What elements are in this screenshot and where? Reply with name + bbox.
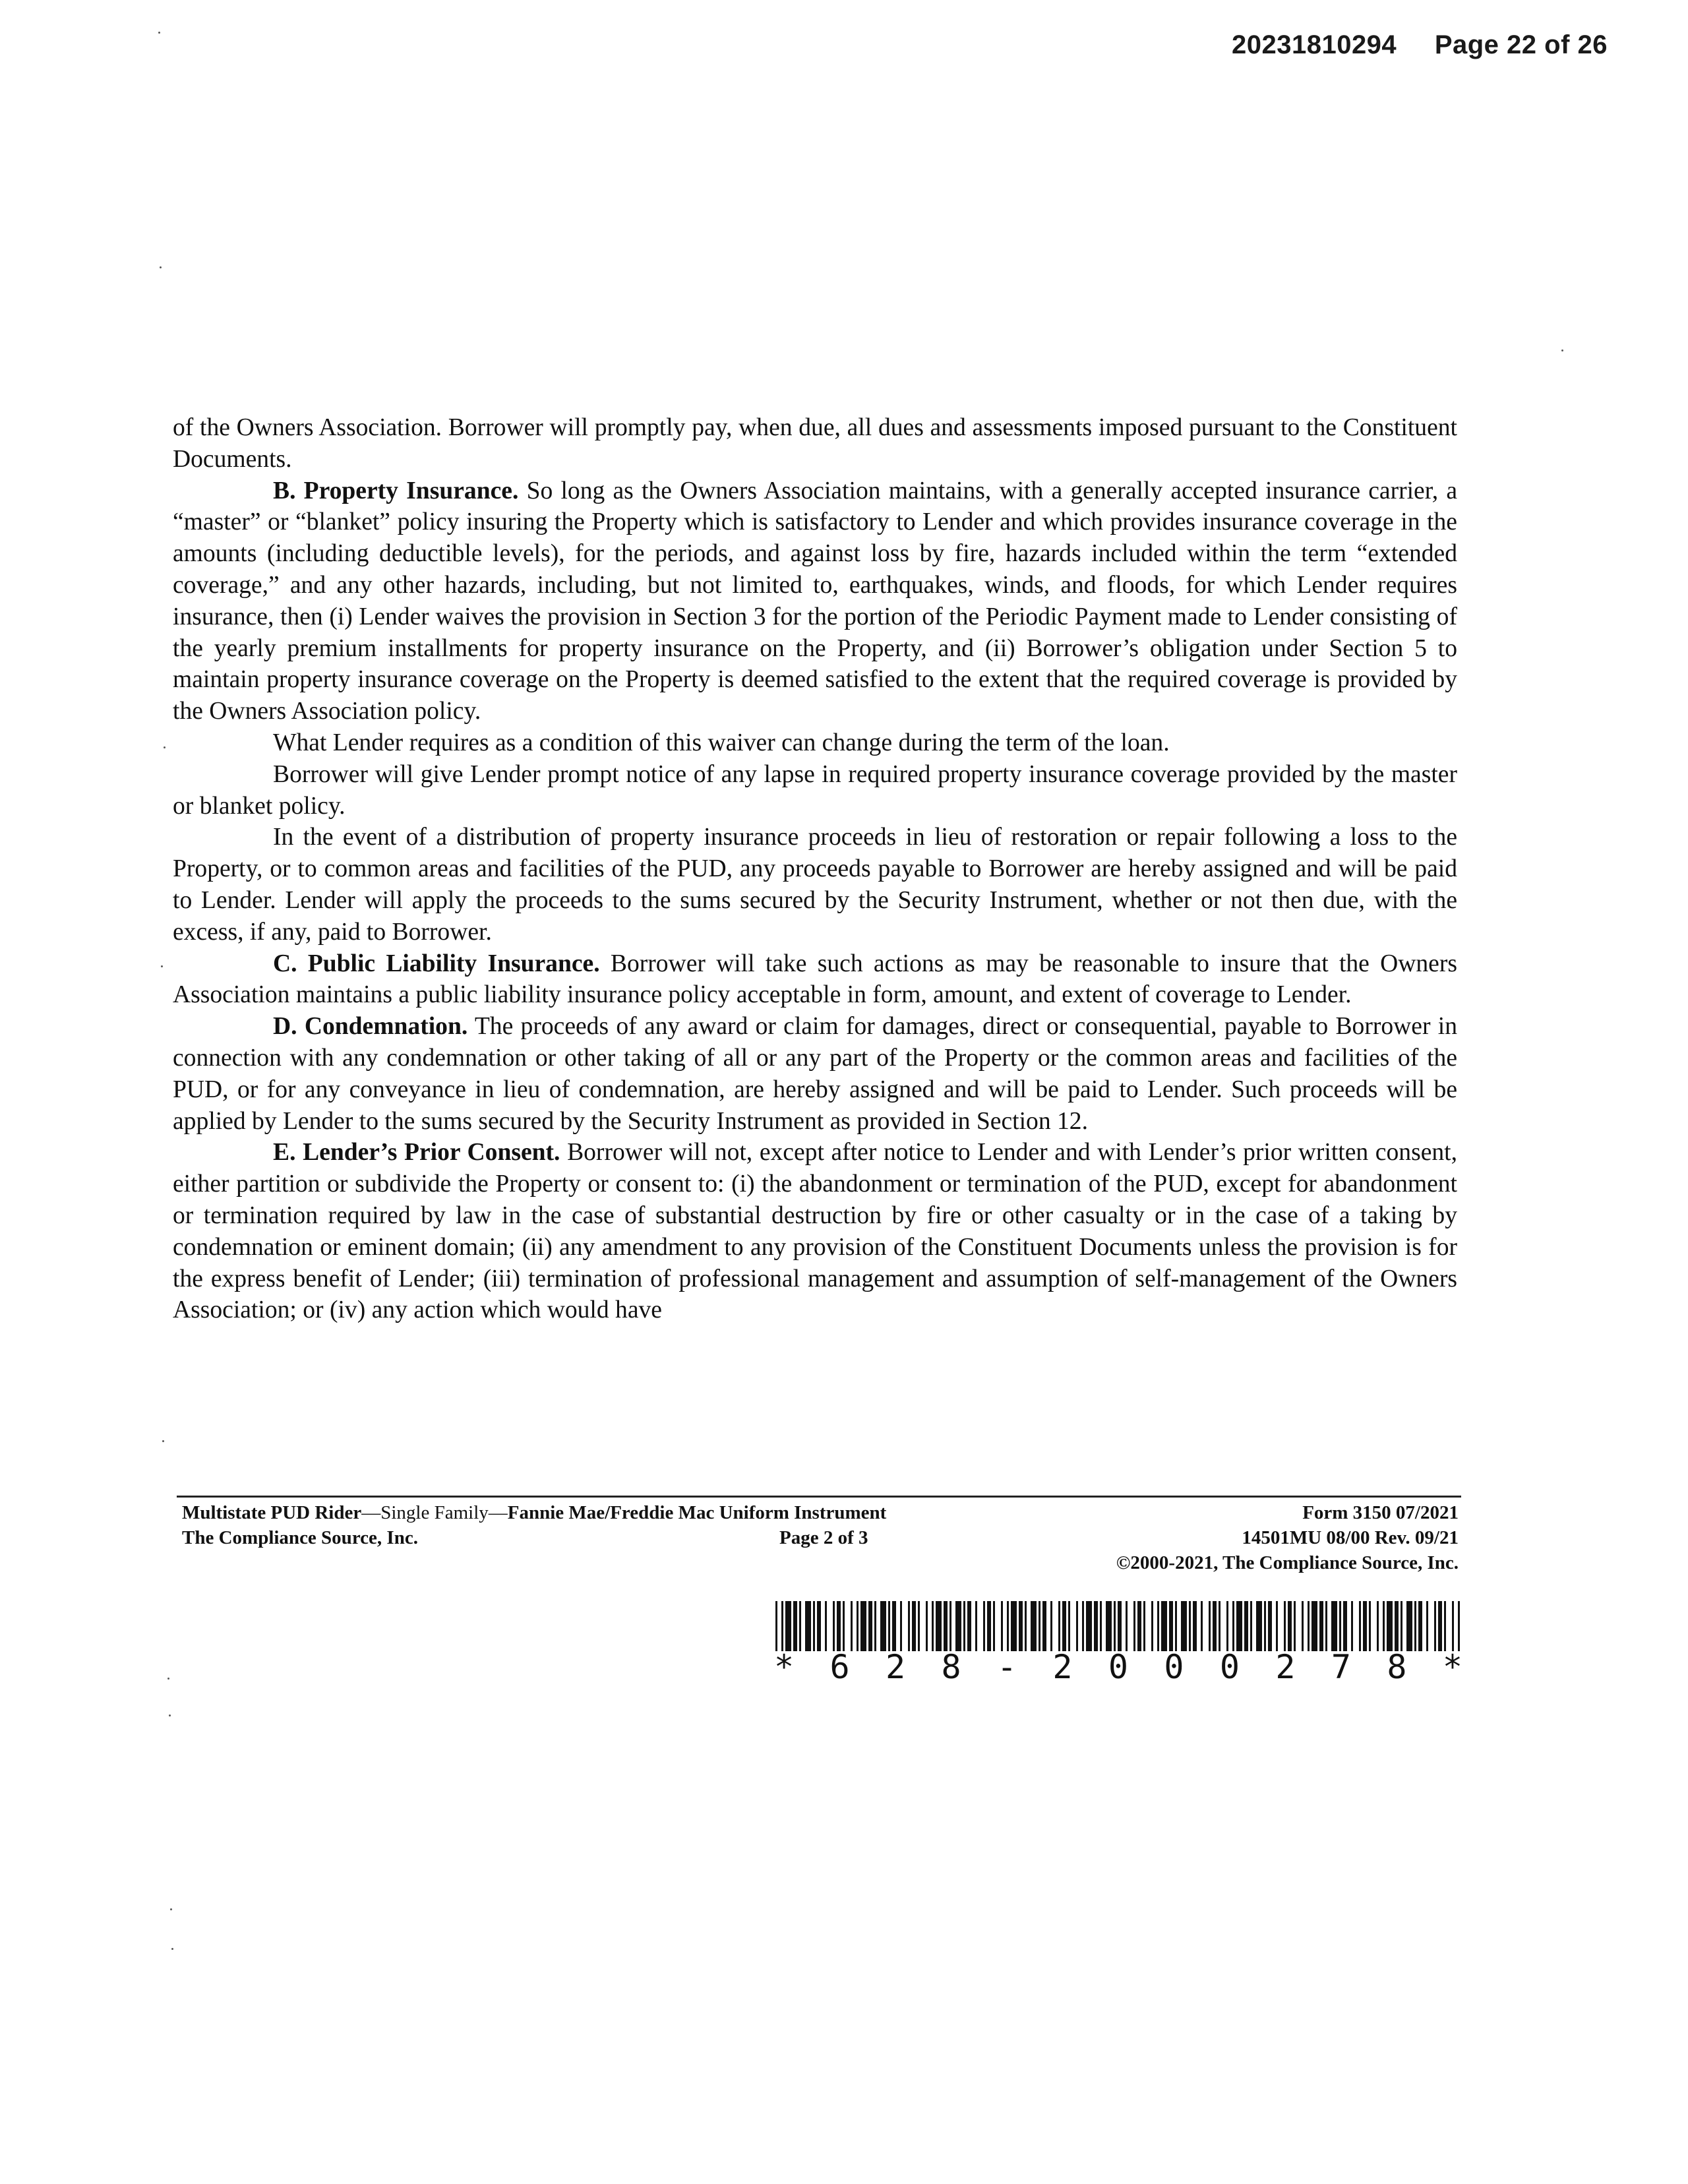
barcode-bar [1175, 1601, 1177, 1651]
barcode-character: * [774, 1648, 795, 1686]
barcode-bar [967, 1601, 971, 1651]
barcode-bar [918, 1601, 920, 1651]
barcode-bar [1076, 1601, 1078, 1651]
recording-number: 20231810294 [1231, 30, 1397, 59]
scan-speck [160, 266, 162, 268]
barcode-bar [1011, 1601, 1017, 1651]
barcode-bar [1406, 1601, 1412, 1651]
barcode-bar [1308, 1601, 1310, 1651]
barcode-bar [1062, 1601, 1066, 1651]
barcode-bar [880, 1601, 886, 1651]
barcode-bar [1458, 1601, 1460, 1651]
barcode-bar [1157, 1601, 1159, 1651]
barcode-character: 0 [1108, 1648, 1129, 1686]
barcode-bar [1343, 1601, 1347, 1651]
barcode-bar [1213, 1601, 1217, 1651]
barcode-bar [1143, 1601, 1145, 1651]
scan-speck [167, 1678, 169, 1680]
barcode-bar [1363, 1601, 1367, 1651]
barcode-bar [1434, 1601, 1436, 1651]
barcode-bar [1284, 1601, 1286, 1651]
barcode-bar [1039, 1601, 1040, 1651]
barcode-bar [1031, 1601, 1037, 1651]
barcode-bar [983, 1601, 985, 1651]
barcode-bar [1452, 1601, 1454, 1651]
form-number: Form 3150 07/2021 [1302, 1502, 1459, 1523]
barcode-bar [993, 1601, 995, 1651]
barcode-bar [888, 1601, 890, 1651]
barcode-bar [926, 1601, 928, 1651]
paragraph-lapse-notice: Borrower will give Lender prompt notice of any lapse in required property insurance coverage provided by the master or blanket policy. [173, 760, 1457, 820]
barcode-bar [1359, 1601, 1361, 1651]
barcode-bar [1319, 1601, 1323, 1651]
barcode-bar [843, 1601, 845, 1651]
scan-speck [164, 746, 166, 748]
barcode-character: 2 [885, 1648, 906, 1686]
barcode-bar [1068, 1601, 1070, 1651]
barcode-bar [1383, 1601, 1385, 1651]
barcode-bar [1169, 1601, 1173, 1651]
barcode-bar [837, 1601, 841, 1651]
barcode-character: 0 [1164, 1648, 1184, 1686]
barcode-bar [1369, 1601, 1371, 1651]
barcode-bar [1209, 1601, 1211, 1651]
barcode-bar [1025, 1601, 1027, 1651]
section-heading-e: E. Lender’s Prior Consent. [273, 1139, 560, 1167]
barcode-bar [874, 1601, 876, 1651]
barcode-bar [1161, 1601, 1167, 1651]
barcode-bar [1151, 1601, 1153, 1651]
barcode-bar [932, 1601, 934, 1651]
paragraph-owners-dues: of the Owners Association. Borrower will promptly pay, when due, all dues and assessments imposed pursuant to the Constituent Documents. [173, 414, 1457, 473]
paragraph-property-insurance: B. Property Insurance. So long as the Owners Association maintains, with a generally accepted insurance carrier, a “master” or “blanket” policy insuring the Property which is satisfactory to Lender and which provides insurance coverage in the amounts (including deductible levels), for the periods, and against loss by fire, hazards included within the term “extended coverage,” and any other hazards, including, but not limited to, earthquakes, winds, and floods, for which Lender requires insurance, then (i) Lender waives the provision in Section 3 for the portion of the Periodic Payment made to Lender consisting of the yearly premium installments for property insurance on the Property, and (ii) Borrower’s obligation under Section 5 to maintain property insurance coverage on the Property is deemed satisfied to the extent that the required coverage is provided by the Owners Association policy. [173, 477, 1458, 725]
barcode-bar [1414, 1601, 1416, 1651]
barcode-bar [1226, 1601, 1228, 1651]
barcode-bar [1395, 1601, 1399, 1651]
barcode-bar [1351, 1601, 1353, 1651]
barcode-bar [817, 1601, 821, 1651]
barcode-bar [1118, 1601, 1122, 1651]
form-title: Multistate PUD Rider—Single Family—Fannie Mae/Freddie Mac Uniform Instrument [182, 1502, 887, 1523]
barcode-bar [1325, 1601, 1327, 1651]
form-page: Page 2 of 3 [779, 1527, 868, 1548]
recording-header [1232, 30, 1608, 60]
barcode-bar [912, 1601, 916, 1651]
form-footer [182, 1500, 1459, 1579]
barcode-bar [950, 1601, 951, 1651]
scan-speck [169, 1714, 171, 1716]
section-heading-b: B. Property Insurance. [273, 477, 519, 504]
scan-speck [171, 1948, 173, 1950]
paragraph-insurance-proceeds: In the event of a distribution of property insurance proceeds in lieu of restoration or repair following a loss to the Property, or to common areas and facilities of the PUD, any proceeds payable to Borrower are hereby assigned and will be paid to Lender. Lender will apply the proceeds to the sums secured by the Security Instrument, whether or not then due, with the excess, if any, paid to Borrower. [173, 824, 1457, 946]
barcode-bar [1339, 1601, 1341, 1651]
rider-body-text [173, 412, 1457, 1326]
barcode-bar [1377, 1601, 1379, 1651]
barcode-bar [1114, 1601, 1116, 1651]
copyright-notice: ©2000-2021, The Compliance Source, Inc. [1116, 1552, 1459, 1573]
barcode-bar [1401, 1601, 1402, 1651]
paragraph-prior-consent: E. Lender’s Prior Consent. Borrower will not, except after notice to Lender and with Lender’s prior written consent, either partition or subdivide the Property or consent to: (i) the abandonment or termination of the PUD, except for abandonment or termination required by law in the case of substantial destruction by fire or other casualty or in the case of a taking by condemnation or eminent domain; (ii) any amendment to any provision of the Constituent Documents unless the provision is for the express benefit of Lender; (iii) termination of professional management and assumption of self-management of the Owners Association; or (iv) any action which would have [173, 1139, 1457, 1324]
paragraph-public-liability: C. Public Liability Insurance. Borrower will take such actions as may be reasonable to insure that the Owners Association maintains a public liability insurance policy acceptable in form, amount, and extent of coverage to Lender. [173, 950, 1457, 1009]
barcode-bar [781, 1601, 783, 1651]
barcode-bar [963, 1601, 965, 1651]
scan-speck [158, 32, 160, 34]
barcode-bar [1444, 1601, 1446, 1651]
barcode-bar [785, 1601, 791, 1651]
barcode-character: 6 [829, 1648, 850, 1686]
barcode-bar [1268, 1601, 1272, 1651]
scan-speck [161, 965, 163, 967]
barcode-bar [860, 1601, 866, 1651]
barcode-bar [775, 1601, 777, 1651]
barcode-bar [1082, 1601, 1084, 1651]
barcode-bar [1193, 1601, 1197, 1651]
barcode-bar [900, 1601, 902, 1651]
barcode-bar [1086, 1601, 1092, 1651]
barcode-bar [1236, 1601, 1242, 1651]
barcode-bar [1189, 1601, 1191, 1651]
barcode-bar [1302, 1601, 1304, 1651]
barcode-bar [833, 1601, 835, 1651]
scan-speck [170, 1908, 172, 1910]
barcode-bar [1276, 1601, 1278, 1651]
barcode-bar [1331, 1601, 1337, 1651]
barcode-bar [892, 1601, 896, 1651]
barcode-bar [1426, 1601, 1428, 1651]
barcode-bar [868, 1601, 872, 1651]
barcode-bar [944, 1601, 948, 1651]
barcode-caption [774, 1649, 1462, 1685]
barcode-bar [1106, 1601, 1112, 1651]
barcode-bar [1201, 1601, 1203, 1651]
barcode-bar [1100, 1601, 1102, 1651]
barcode-bar [799, 1601, 801, 1651]
barcode-bar [975, 1601, 977, 1651]
barcode-bar [813, 1601, 815, 1651]
barcode-bar [908, 1601, 910, 1651]
barcode-bar [1126, 1601, 1128, 1651]
barcode-bar [1294, 1601, 1296, 1651]
barcode-bar [1232, 1601, 1234, 1651]
footer-divider [177, 1496, 1461, 1498]
paragraph-condemnation: D. Condemnation. The proceeds of any award or claim for damages, direct or consequential, payable to Borrower in connection with any condemnation or other taking of all or any part of the Property or the common areas and facilities of the PUD, or for any conveyance in lieu of condemnation, are hereby assigned and will be paid to Lender. Such proceeds will be applied by Lender to the sums secured by the Security Instrument as provided in Section 12. [173, 1013, 1457, 1135]
barcode-character: 2 [1052, 1648, 1073, 1686]
barcode-bar [1244, 1601, 1248, 1651]
barcode-bar [825, 1601, 827, 1651]
section-heading-d: D. Condemnation. [273, 1013, 468, 1041]
barcode-character: - [996, 1648, 1017, 1686]
barcode-bar [1288, 1601, 1292, 1651]
barcode-bar [1387, 1601, 1393, 1651]
barcode-bar [987, 1601, 991, 1651]
barcode-bar [851, 1601, 853, 1651]
company-name: The Compliance Source, Inc. [182, 1527, 418, 1548]
barcode-bar [1137, 1601, 1141, 1651]
barcode-bar [1250, 1601, 1252, 1651]
barcode-bar [1050, 1601, 1052, 1651]
barcode-bar [1219, 1601, 1221, 1651]
barcode-character: 2 [1275, 1648, 1296, 1686]
barcode-character: * [1442, 1648, 1462, 1686]
doc-code: 14501MU 08/00 Rev. 09/21 [1242, 1527, 1459, 1548]
barcode-bar [857, 1601, 859, 1651]
barcode-bar [1181, 1601, 1187, 1651]
section-heading-c: C. Public Liability Insurance. [273, 950, 600, 977]
barcode-bar [1264, 1601, 1266, 1651]
barcode-character: 7 [1331, 1648, 1351, 1686]
barcode-bar [1019, 1601, 1023, 1651]
barcode-bar [1042, 1601, 1046, 1651]
barcode-bar [805, 1601, 811, 1651]
barcode-bar [955, 1601, 961, 1651]
barcode-character: 8 [941, 1648, 961, 1686]
barcode-image [774, 1601, 1462, 1651]
barcode-bar [1007, 1601, 1009, 1651]
barcode-bar [1058, 1601, 1060, 1651]
barcode-bar [1438, 1601, 1442, 1651]
page-label: Page 22 of 26 [1434, 30, 1608, 59]
scan-speck [162, 1440, 164, 1442]
barcode-bar [1094, 1601, 1098, 1651]
barcode-bar [1256, 1601, 1262, 1651]
barcode-character: 8 [1387, 1648, 1407, 1686]
barcode-bar [1418, 1601, 1422, 1651]
barcode-bar [1001, 1601, 1003, 1651]
paragraph-waiver-change: What Lender requires as a condition of this waiver can change during the term of the loan. [273, 729, 1170, 756]
barcode-bar [1311, 1601, 1317, 1651]
scan-speck [1561, 349, 1563, 351]
barcode-character: 0 [1219, 1648, 1240, 1686]
barcode-bar [1133, 1601, 1135, 1651]
barcode-bar [936, 1601, 942, 1651]
barcode-bar [793, 1601, 797, 1651]
